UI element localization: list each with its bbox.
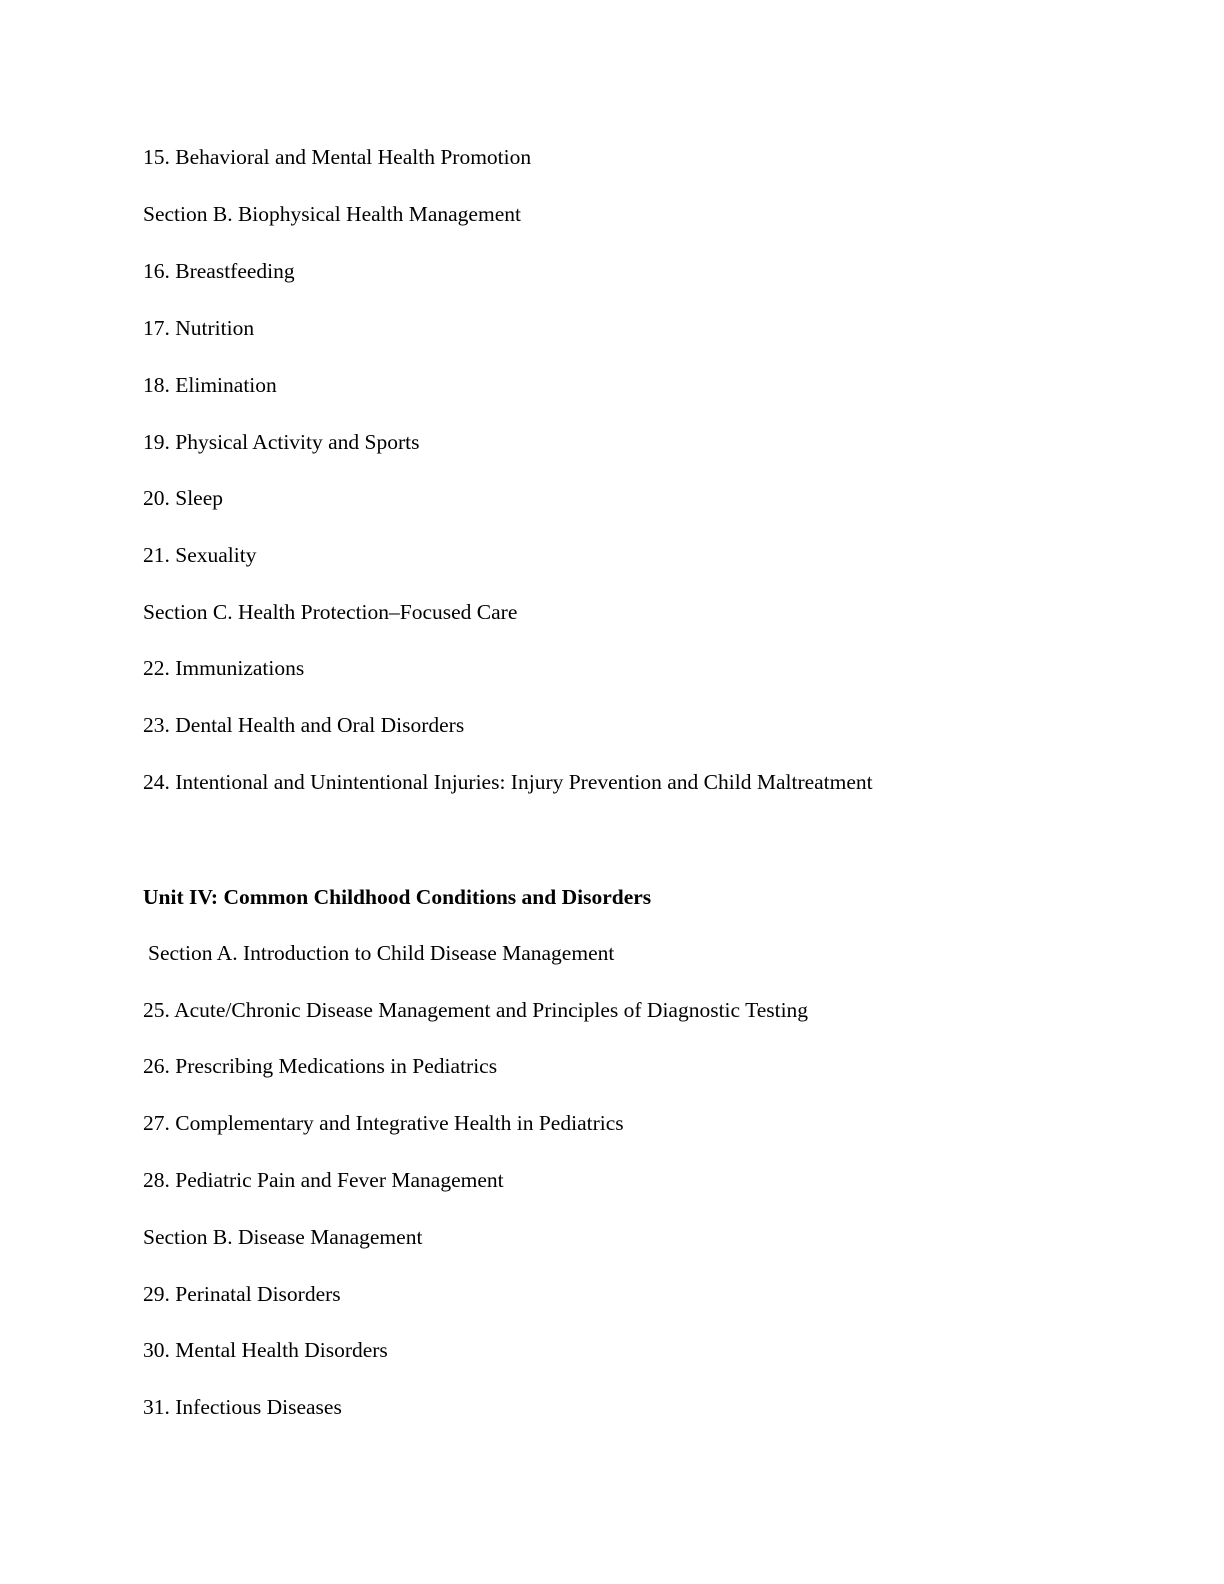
toc-item: 18. Elimination [143, 373, 277, 397]
toc-item: 19. Physical Activity and Sports [143, 430, 420, 454]
toc-item: 25. Acute/Chronic Disease Management and Principles of Diagnostic Testing [143, 998, 809, 1022]
section-heading: Section B. Biophysical Health Management [143, 202, 521, 226]
section-heading: Section C. Health Protection–Focused Care [143, 600, 518, 624]
toc-item: 23. Dental Health and Oral Disorders [143, 713, 465, 737]
toc-item: 31. Infectious Diseases [143, 1395, 342, 1419]
toc-item: 17. Nutrition [143, 316, 255, 340]
toc-item: 28. Pediatric Pain and Fever Management [143, 1168, 504, 1192]
toc-item: 21. Sexuality [143, 543, 257, 567]
section-heading: Section B. Disease Management [143, 1225, 423, 1249]
toc-item: 24. Intentional and Unintentional Injuries: Injury Prevention and Child Maltreatment [143, 770, 873, 794]
toc-item: 22. Immunizations [143, 656, 305, 680]
section-heading: Section A. Introduction to Child Disease Management [148, 941, 615, 965]
toc-item: 30. Mental Health Disorders [143, 1338, 388, 1362]
toc-item: 29. Perinatal Disorders [143, 1282, 341, 1306]
unit-heading: Unit IV: Common Childhood Conditions and Disorders [143, 885, 652, 909]
toc-item: 20. Sleep [143, 486, 224, 510]
toc-item: 16. Breastfeeding [143, 259, 295, 283]
toc-item: 15. Behavioral and Mental Health Promotion [143, 145, 532, 169]
toc-item: 26. Prescribing Medications in Pediatrics [143, 1054, 498, 1078]
toc-item: 27. Complementary and Integrative Health in Pediatrics [143, 1111, 624, 1135]
